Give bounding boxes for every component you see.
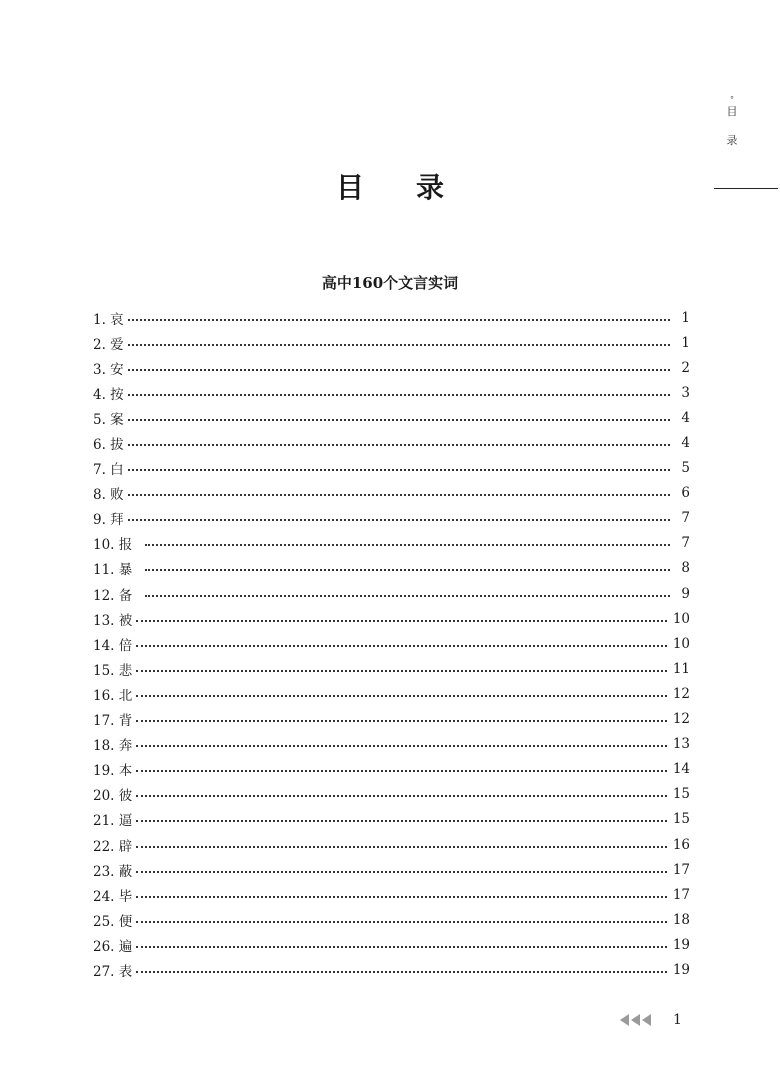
toc-entry-page: 10 xyxy=(672,635,690,652)
toc-leader-dots xyxy=(128,319,670,321)
toc-entry[interactable] xyxy=(93,907,690,932)
toc-entry-page: 5 xyxy=(681,460,690,477)
toc-entry-label: 19. 本 xyxy=(93,763,133,780)
toc-entry-page: 17 xyxy=(672,861,690,878)
toc-entry[interactable] xyxy=(93,380,690,405)
toc-entry[interactable] xyxy=(93,807,690,832)
toc-entry-page: 4 xyxy=(681,409,690,426)
toc-entry[interactable] xyxy=(93,932,690,957)
toc-entry-page: 11 xyxy=(672,660,690,677)
toc-leader-dots xyxy=(136,770,667,772)
toc-entry-page: 14 xyxy=(672,761,690,778)
toc-leader-dots xyxy=(136,921,667,923)
toc-leader-dots xyxy=(136,620,667,622)
toc-entry-page: 2 xyxy=(681,359,690,376)
toc-entry-label: 5. 案 xyxy=(93,411,124,428)
toc-entry-page: 4 xyxy=(681,435,690,452)
toc-entry-label: 16. 北 xyxy=(93,687,133,704)
toc-entry-label: 17. 背 xyxy=(93,713,133,730)
toc-entry-page: 8 xyxy=(681,560,690,577)
toc-entry-page: 19 xyxy=(672,936,690,953)
toc-entry[interactable] xyxy=(93,355,690,380)
toc-entry-page: 12 xyxy=(672,711,690,728)
toc-entry-page: 15 xyxy=(672,786,690,803)
section-title: 高中160个文言实词 xyxy=(321,274,459,292)
toc-entry[interactable] xyxy=(93,606,690,631)
toc-entry-label: 24. 毕 xyxy=(93,888,133,905)
toc-entry-page: 1 xyxy=(681,334,690,351)
toc-leader-dots xyxy=(145,544,670,546)
side-tab-char-mu: 目 xyxy=(726,105,738,118)
page-footer xyxy=(620,1012,682,1028)
toc-entry-label: 4. 按 xyxy=(93,386,124,403)
toc-entry-page: 6 xyxy=(681,485,690,502)
toc-entry-label: 7. 白 xyxy=(93,462,124,479)
toc-entry-label: 26. 遍 xyxy=(93,938,133,955)
toc-entry[interactable] xyxy=(93,707,690,732)
toc-entry-label: 14. 倍 xyxy=(93,637,133,654)
toc-entry-page: 7 xyxy=(681,535,690,552)
toc-leader-dots xyxy=(145,595,670,597)
toc-entry[interactable] xyxy=(93,430,690,455)
toc-entry-label: 27. 表 xyxy=(93,963,133,980)
toc-entry[interactable] xyxy=(93,330,690,355)
toc-entry-label: 23. 蔽 xyxy=(93,863,133,880)
toc-leader-dots xyxy=(136,846,667,848)
toc-entry[interactable] xyxy=(93,782,690,807)
toc-entry-label: 21. 逼 xyxy=(93,813,133,830)
toc-entry-label: 12. 备 xyxy=(93,587,141,604)
toc-entry[interactable] xyxy=(93,581,690,606)
toc-leader-dots xyxy=(136,946,667,948)
toc-leader-dots xyxy=(128,369,670,371)
side-tab-char-lu: 录 xyxy=(726,134,738,147)
toc-entry[interactable] xyxy=(93,405,690,430)
page-title: 目录 xyxy=(335,171,496,204)
toc-entry-page: 12 xyxy=(672,685,690,702)
toc-entry-label: 1. 哀 xyxy=(93,311,124,328)
toc-leader-dots xyxy=(128,494,670,496)
toc-leader-dots xyxy=(128,444,670,446)
toc-leader-dots xyxy=(136,695,667,697)
side-tab xyxy=(722,96,742,164)
toc-leader-dots xyxy=(136,971,667,973)
toc-entry-label: 3. 安 xyxy=(93,361,124,378)
toc-entry[interactable] xyxy=(93,957,690,982)
toc-entry-page: 16 xyxy=(672,836,690,853)
toc-leader-dots xyxy=(128,344,670,346)
toc-leader-dots xyxy=(136,871,667,873)
toc-entry[interactable] xyxy=(93,531,690,556)
toc-entry-label: 15. 悲 xyxy=(93,662,133,679)
toc-entry-page: 7 xyxy=(681,510,690,527)
toc-leader-dots xyxy=(145,569,670,571)
toc-entry-page: 18 xyxy=(672,911,690,928)
toc-leader-dots xyxy=(136,645,667,647)
toc-leader-dots xyxy=(136,795,667,797)
toc-entry[interactable] xyxy=(93,631,690,656)
toc-entry[interactable] xyxy=(93,857,690,882)
toc-entry[interactable] xyxy=(93,732,690,757)
toc-entry-page: 10 xyxy=(672,610,690,627)
side-tab-dot: ° xyxy=(730,95,734,104)
toc-entry-label: 2. 爱 xyxy=(93,336,124,353)
toc-entry-label: 6. 拔 xyxy=(93,437,124,454)
toc-leader-dots xyxy=(128,394,670,396)
toc-entry-page: 13 xyxy=(672,736,690,753)
toc-leader-dots xyxy=(128,419,670,421)
toc-leader-dots xyxy=(136,896,667,898)
toc-entry-label: 10. 报 xyxy=(93,537,141,554)
toc-entry[interactable] xyxy=(93,506,690,531)
toc-entry-label: 18. 奔 xyxy=(93,738,133,755)
toc-leader-dots xyxy=(128,469,670,471)
toc-entry-label: 20. 彼 xyxy=(93,788,133,805)
toc-entry-page: 3 xyxy=(681,384,690,401)
toc-entry[interactable] xyxy=(93,656,690,681)
toc-entry-page: 9 xyxy=(681,585,690,602)
toc-entry-page: 17 xyxy=(672,886,690,903)
toc-entry-label: 8. 败 xyxy=(93,487,124,504)
toc-entry-label: 22. 辟 xyxy=(93,838,133,855)
toc-entry[interactable] xyxy=(93,456,690,481)
page-number: 1 xyxy=(673,1012,682,1028)
toc-list xyxy=(93,305,690,983)
toc-entry-label: 11. 暴 xyxy=(93,562,141,579)
toc-entry-label: 25. 便 xyxy=(93,913,133,930)
toc-leader-dots xyxy=(136,820,667,822)
triple-left-triangle-icon xyxy=(620,1014,651,1026)
toc-entry-page: 15 xyxy=(672,811,690,828)
toc-entry-label: 9. 拜 xyxy=(93,512,124,529)
toc-entry[interactable] xyxy=(93,305,690,330)
toc-entry[interactable] xyxy=(93,832,690,857)
toc-entry-page: 19 xyxy=(672,961,690,978)
toc-leader-dots xyxy=(128,519,670,521)
toc-entry[interactable] xyxy=(93,882,690,907)
toc-entry-page: 1 xyxy=(681,309,690,326)
toc-entry-label: 13. 被 xyxy=(93,612,133,629)
toc-entry[interactable] xyxy=(93,757,690,782)
toc-leader-dots xyxy=(136,670,667,672)
toc-leader-dots xyxy=(136,720,667,722)
toc-entry[interactable] xyxy=(93,681,690,706)
toc-leader-dots xyxy=(136,745,667,747)
toc-entry[interactable] xyxy=(93,481,690,506)
toc-entry[interactable] xyxy=(93,556,690,581)
